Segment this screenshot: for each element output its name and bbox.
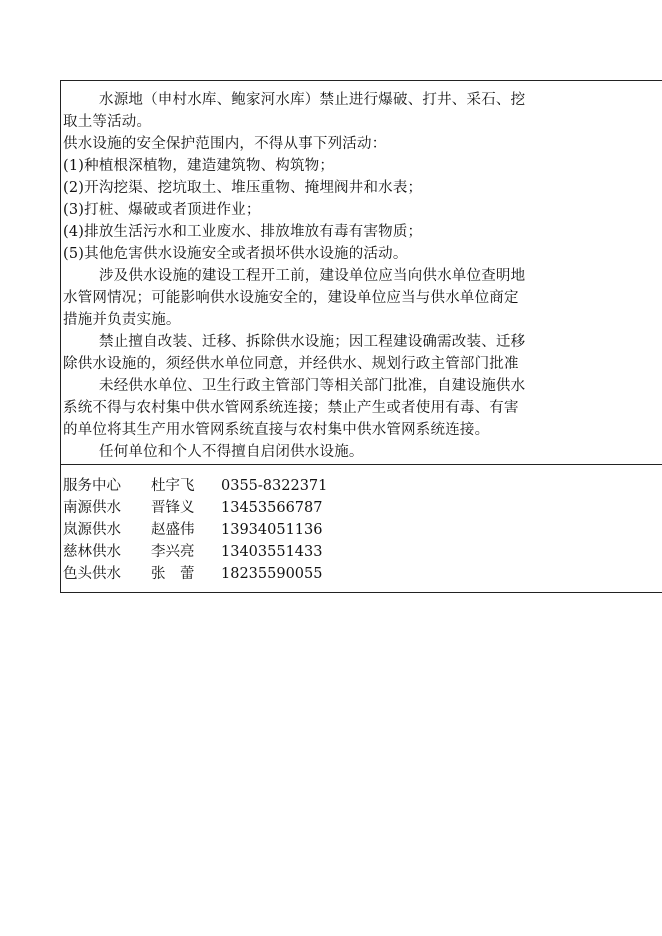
notice-list-item: (4)排放生活污水和工业废水、排放堆放有毒有害物质； xyxy=(63,224,423,240)
notice-line: 未经供水单位、卫生行政主管部门等相关部门批准，自建设施供水 xyxy=(99,378,526,394)
notice-list-item: (3)打桩、爆破或者顶进作业； xyxy=(63,202,261,218)
notice-line: 的单位将其生产用水管网系统直接与农村集中供水管网系统连接。 xyxy=(63,422,490,438)
contact-name: 李兴亮 xyxy=(151,544,195,560)
contact-office: 慈林供水 xyxy=(63,544,121,560)
notice-list-item: (1)种植根深植物，建造建筑物、构筑物； xyxy=(63,158,335,174)
contact-name: 张 蕾 xyxy=(151,566,195,582)
contact-office: 岚源供水 xyxy=(63,522,121,538)
notice-list-item: (2)开沟挖渠、挖坑取土、堆压重物、掩埋阀井和水表； xyxy=(63,180,423,196)
contact-name: 赵盛伟 xyxy=(151,522,195,538)
notice-line: 任何单位和个人不得擅自启闭供水设施。 xyxy=(99,444,364,460)
notice-line: 系统不得与农村集中供水管网系统连接；禁止产生或者使用有毒、有害 xyxy=(63,400,519,416)
contact-office: 色头供水 xyxy=(63,566,121,582)
contact-row xyxy=(63,519,662,541)
notice-line: 禁止擅自改装、迁移、拆除供水设施；因工程建设确需改装、迁移 xyxy=(99,334,526,350)
contact-phone: 13453566787 xyxy=(221,500,323,516)
notice-list-item: (5)其他危害供水设施安全或者损坏供水设施的活动。 xyxy=(63,246,408,262)
notice-sheet xyxy=(60,80,662,593)
notice-line: 供水设施的安全保护范围内，不得从事下列活动： xyxy=(63,136,387,152)
contact-row xyxy=(63,497,662,519)
contact-office: 南源供水 xyxy=(63,500,121,516)
notice-body xyxy=(63,89,662,463)
notice-line: 水管网情况；可能影响供水设施安全的，建设单位应当与供水单位商定 xyxy=(63,290,519,306)
contact-phone: 13403551433 xyxy=(221,544,323,560)
contact-phone: 18235590055 xyxy=(221,566,323,582)
notice-line: 取土等活动。 xyxy=(63,114,152,130)
notice-line: 措施并负责实施。 xyxy=(63,312,181,328)
contact-row xyxy=(63,541,662,563)
contact-phone: 0355-8322371 xyxy=(221,478,328,494)
contact-row xyxy=(63,563,662,585)
notice-line: 涉及供水设施的建设工程开工前，建设单位应当向供水单位查明地 xyxy=(99,268,526,284)
contact-row xyxy=(63,475,662,497)
notice-line: 水源地（申村水库、鲍家河水库）禁止进行爆破、打井、采石、挖 xyxy=(99,92,526,108)
contact-list xyxy=(63,475,662,585)
contact-office: 服务中心 xyxy=(63,478,121,494)
contact-name: 杜宇飞 xyxy=(151,478,195,494)
notice-line: 除供水设施的，须经供水单位同意，并经供水、规划行政主管部门批准 xyxy=(63,356,519,372)
section-divider xyxy=(61,464,662,465)
contact-name: 晋锋义 xyxy=(151,500,195,516)
contact-phone: 13934051136 xyxy=(221,522,323,538)
